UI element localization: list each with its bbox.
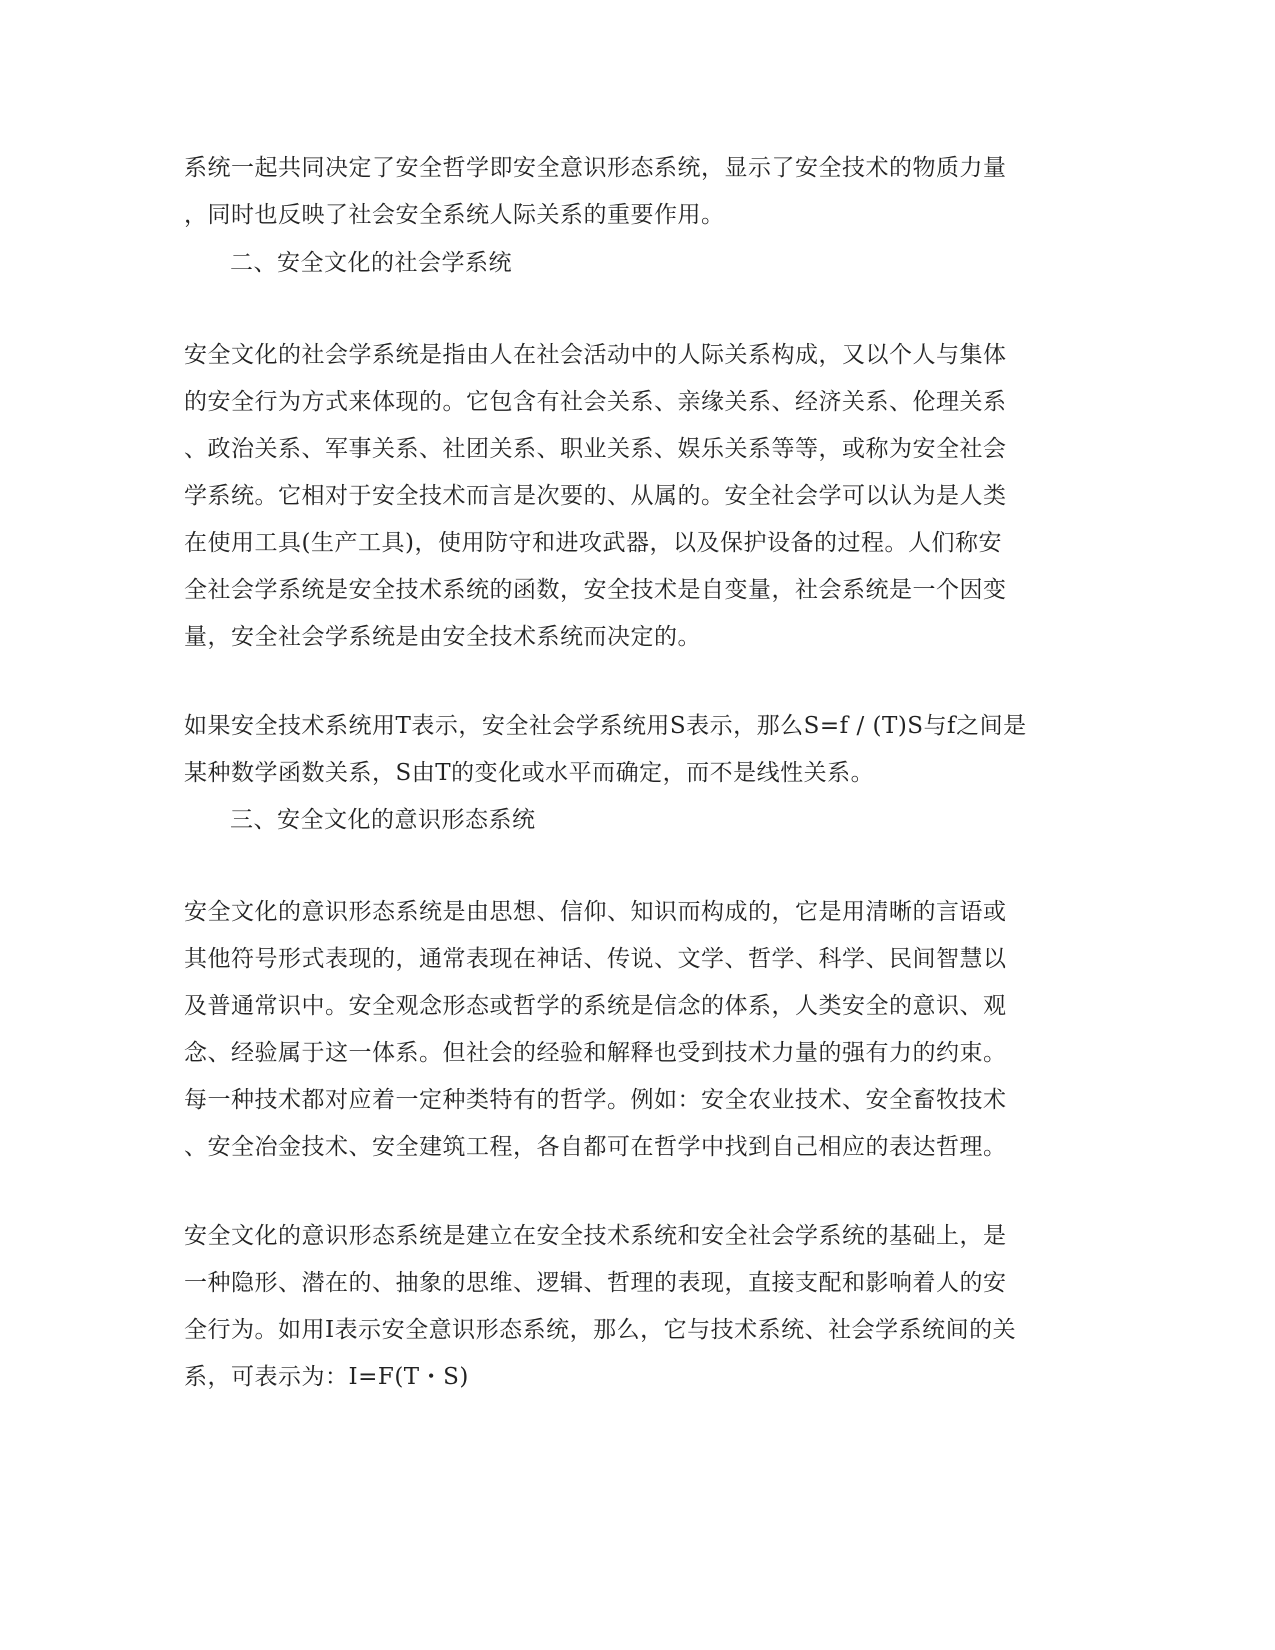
paragraph-line: 一种隐形、潜在的、抽象的思维、逻辑、哲理的表现，直接支配和影响着人的安: [184, 1270, 1007, 1296]
paragraph-line: 的安全行为方式来体现的。它包含有社会关系、亲缘关系、经济关系、伦理关系: [184, 389, 1007, 415]
paragraph-line: 其他符号形式表现的，通常表现在神话、传说、文学、哲学、科学、民间智慧以: [184, 946, 1007, 972]
paragraph-line: ，同时也反映了社会安全系统人际关系的重要作用。: [184, 202, 725, 228]
paragraph-line: 系统一起共同决定了安全哲学即安全意识形态系统，显示了安全技术的物质力量: [184, 155, 1007, 181]
paragraph-line: 安全文化的意识形态系统是由思想、信仰、知识而构成的，它是用清晰的言语或: [184, 899, 1007, 925]
paragraph-line: 系，可表示为：I=F(T・S): [184, 1364, 469, 1390]
paragraph-line: 安全文化的意识形态系统是建立在安全技术系统和安全社会学系统的基础上，是: [184, 1223, 1007, 1249]
paragraph-line: 念、经验属于这一体系。但社会的经验和解释也受到技术力量的强有力的约束。: [184, 1040, 1007, 1066]
paragraph-line: 全行为。如用I表示安全意识形态系统，那么，它与技术系统、社会学系统间的关: [184, 1317, 1017, 1343]
paragraph-line: 、政治关系、军事关系、社团关系、职业关系、娱乐关系等等，或称为安全社会: [184, 436, 1007, 462]
paragraph-line: 如果安全技术系统用T表示，安全社会学系统用S表示，那么S=f / (T)S与f之间是: [184, 713, 1027, 739]
paragraph-line: 在使用工具(生产工具)，使用防守和进攻武器，以及保护设备的过程。人们称安: [184, 530, 1002, 556]
paragraph-line: 某种数学函数关系，S由T的变化或水平而确定，而不是线性关系。: [184, 760, 875, 786]
section-heading: 三、安全文化的意识形态系统: [230, 807, 536, 833]
paragraph-line: 量，安全社会学系统是由安全技术系统而决定的。: [184, 624, 701, 650]
paragraph-line: 、安全冶金技术、安全建筑工程，各自都可在哲学中找到自己相应的表达哲理。: [184, 1134, 1007, 1160]
paragraph-line: 全社会学系统是安全技术系统的函数，安全技术是自变量，社会系统是一个因变: [184, 577, 1007, 603]
paragraph-line: 及普通常识中。安全观念形态或哲学的系统是信念的体系，人类安全的意识、观: [184, 993, 1007, 1019]
paragraph-line: 学系统。它相对于安全技术而言是次要的、从属的。安全社会学可以认为是人类: [184, 483, 1007, 509]
section-heading: 二、安全文化的社会学系统: [230, 250, 512, 276]
paragraph-line: 每一种技术都对应着一定种类特有的哲学。例如：安全农业技术、安全畜牧技术: [184, 1087, 1007, 1113]
paragraph-line: 安全文化的社会学系统是指由人在社会活动中的人际关系构成，又以个人与集体: [184, 342, 1007, 368]
